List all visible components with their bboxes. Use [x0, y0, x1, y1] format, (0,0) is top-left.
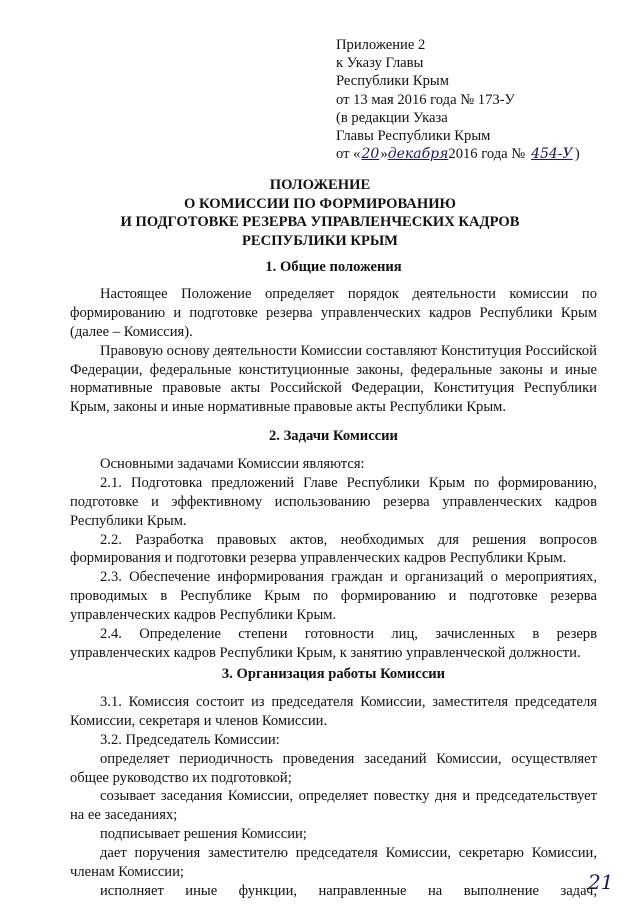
handwritten-page-number: 21 — [588, 870, 614, 894]
appendix-block — [336, 36, 580, 163]
paragraph: Основными задачами Комиссии являются: — [100, 455, 365, 472]
duty-item: определяет периодичность проведения заседаний Комиссии, осуществляет общее руководство их подготовкой; — [70, 750, 597, 786]
title-line: РЕСПУБЛИКИ КРЫМ — [242, 232, 398, 249]
title-line: И ПОДГОТОВКЕ РЕЗЕРВА УПРАВЛЕНЧЕСКИХ КАДРОВ — [120, 214, 520, 231]
section-heading: 3. Организация работы Комиссии — [221, 666, 446, 682]
paragraph: Настоящее Положение определяет порядок деятельности комиссии по формированию и подготовке резерва управленческих кадров Республики Крым (далее – Комиссия). — [70, 285, 597, 340]
appendix-line: Главы Республики Крым — [336, 128, 491, 145]
appendix-line: к Указу Главы — [336, 55, 424, 72]
section-general — [70, 258, 597, 417]
handwritten-month: декабря — [387, 146, 449, 163]
section-heading: 1. Общие положения — [265, 259, 402, 275]
list-item: 3.1. Комиссия состоит из председателя Комиссии, заместителя председателя Комиссии, секретаря и членов Комиссии. — [70, 693, 597, 729]
appendix-line: от 13 мая 2016 года № 173-У — [336, 91, 515, 108]
title-line: ПОЛОЖЕНИЕ — [269, 177, 371, 193]
duty-item: дает поручения заместителю председателя Комиссии, секретарю Комиссии, членам Комиссии; — [70, 845, 597, 881]
section-tasks — [70, 427, 597, 663]
appendix-line: (в редакции Указа — [336, 109, 448, 126]
list-item: 3.2. Председатель Комиссии: — [100, 731, 280, 748]
list-item: 2.4. Определение степени готовности лиц, зачисленных в резерв управленческих кадров Республики Крым, к занятию управленческой должности. — [70, 626, 597, 661]
list-item: 2.3. Обеспечение информирования граждан и организаций о мероприятиях, проводимых в Республике Крым по формированию и подготовке резерва управленческих кадров Республики Крым. — [70, 569, 597, 624]
appendix-date-prefix: от « — [336, 146, 361, 163]
appendix-suffix: ) — [574, 146, 580, 163]
appendix-amendment-line — [336, 145, 580, 163]
appendix-line: Республики Крым — [336, 73, 449, 90]
section-heading: 2. Задачи Комиссии — [269, 428, 398, 444]
duty-item: созывает заседания Комиссии, определяет повестку дня и председательствует на ее заседаниях; — [70, 788, 597, 824]
handwritten-decree-number: 454-У — [531, 146, 573, 163]
list-item: 2.2. Разработка правовых актов, необходимых для решения вопросов формирования и подготовки резерва управленческих кадров Республики Крым. — [70, 531, 597, 567]
handwritten-day: 20 — [361, 146, 380, 163]
paragraph: Правовую основу деятельности Комиссии составляют Конституция Российской Федерации, федеральные конституционные законы, федеральные законы и иные нормативные правовые акты Российской Федерации, Конституция Республики Крым, законы и иные нормативные правовые акты Республики Крым. — [70, 342, 597, 416]
list-item: 2.1. Подготовка предложений Главе Республики Крым по формированию, подготовке и эффективному использованию резерва управленческих кадров Республики Крым. — [70, 474, 597, 529]
appendix-line: Приложение 2 — [336, 37, 426, 53]
appendix-date-mid: » — [380, 146, 388, 163]
duty-item: исполняет иные функции, направленные на выполнение задач, — [100, 882, 597, 899]
document-title — [0, 176, 640, 250]
duty-item: подписывает решения Комиссии; — [100, 826, 307, 843]
appendix-year: 2016 года № — [448, 146, 526, 163]
title-line: О КОМИССИИ ПО ФОРМИРОВАНИЮ — [184, 195, 456, 212]
section-organization — [70, 665, 597, 901]
